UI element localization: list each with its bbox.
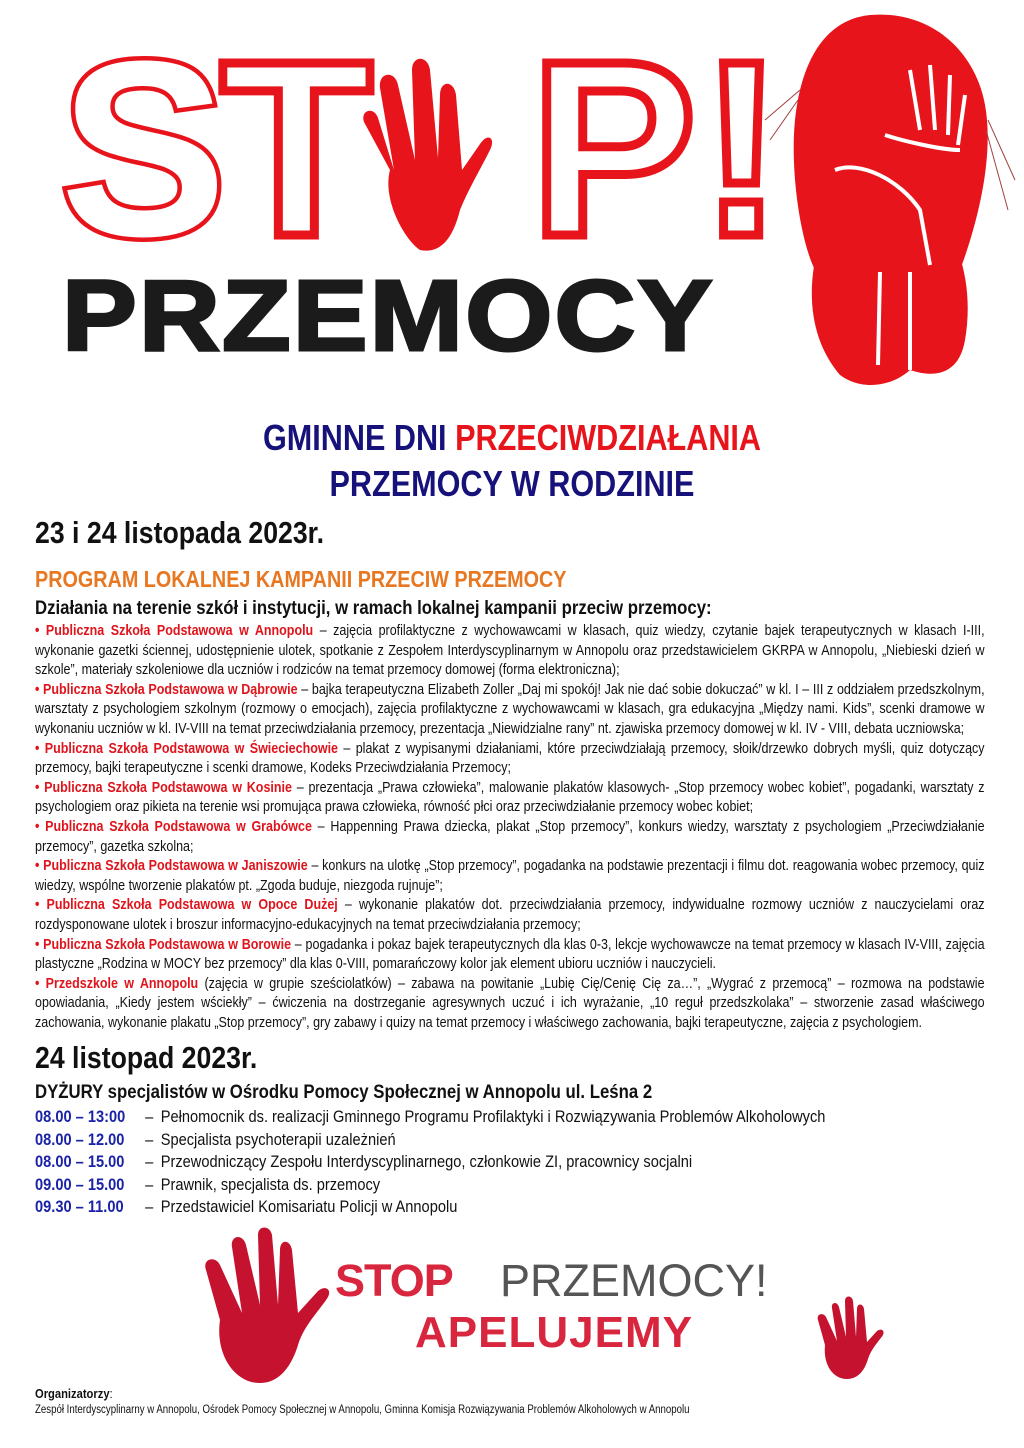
stop-przemocy-banner — [0, 1225, 1024, 1385]
separator-dash: – — [145, 1129, 154, 1149]
activity-description: – plakat z wypisanymi działaniami, które przeciwdziałają przemocy, słoik/drzewko dobrych myśli, quiz dotyczący przemocy, bajki terapeutyczne i scenki dramowe, Kodeks Przeciwdziałania Przemocy; — [35, 740, 985, 777]
banner-przemocy-text: PRZEMOCY! — [500, 1255, 768, 1306]
activity-description: – pogadanka i pokaz bajek terapeutycznych dla klas 0-3, lekcje wychowawcze na temat przemocy w klasach IV-VIII, zajęcia plastyczne „Rodzina w MOCY bez przemocy” dla klas 0-VIII, pomarańczowy kolor jak element ubioru uczniów i nauczycieli. — [35, 936, 985, 973]
bullet: • — [35, 818, 40, 835]
bullet: • — [35, 623, 40, 639]
activity-description: – bajka terapeutyczna Elizabeth Zoller „Daj mi spokój! Jak nie dać sobie dokuczać” w kl. I – III z oddziałem przedszkolnym, warsztaty z psychologiem szkolnym (rozmowy o emocjach), zajęcia profilaktyczne z wychowawcami w klasach, gra edukacyjna „Między nami. Kids”, scenki dramowe w wykonaniu uczniów w kl. IV-VIII na temat przeciwdziałania przemocy, prezentacja „Niewidzialne rany” nt. zjawiska przemocy domowej w kl. IV - VIII, debata uczniowska; — [35, 681, 985, 737]
time-range: 09.00 – 15.00 — [35, 1174, 125, 1194]
activity-description: (zajęcia w grupie sześciolatków) – zabawa na powitanie „Lubię Cię/Cenię Cię za…”, „Wygrać z przemocą” – rozmowa na podstawie opowiadania, „Kiedy jestem wściekły” – ćwiczenia na dostrzeganie agresywnych uczuć i ich wyrażanie, „10 reguł przedszkolaka” – stworzenie zasad właściwego zachowania, wykonanie plakatu „Stop przemocy”, gry zabawy i quizy na temat przemocy i właściwego zachowania, bajki terapeutyczne, zajęcia z psychologiem. — [35, 975, 985, 1031]
headline-line-2: PRZEMOCY W RODZINIE — [329, 463, 695, 504]
activity-item — [35, 779, 985, 818]
duty-title: DYŻURY specjalistów w Ośrodku Pomocy Społecznej w Annopolu ul. Leśna 2 — [35, 1081, 653, 1103]
przemocy-heading: PRZEMOCY — [62, 260, 715, 372]
time-range: 08.00 – 12.00 — [35, 1129, 125, 1149]
activity-description: – konkurs na ulotkę „Stop przemocy”, pogadanka na podstawie prezentacji i filmu dot. reagowania wobec przemocy, quiz wiedzy, wspólne tworzenie plakatów pt. „Zgoda buduje, niezgoda rujnuje”; — [35, 858, 985, 894]
schedule-row — [35, 1196, 825, 1219]
institution-name: Publiczna Szkoła Podstawowa w Dąbrowie — [43, 681, 298, 698]
bullet: • — [35, 936, 40, 953]
institution-name: Publiczna Szkoła Podstawowa w Opoce Dużej — [46, 897, 338, 914]
red-handprint-icon — [363, 59, 492, 251]
bullet: • — [35, 681, 40, 698]
headline-line-1 — [77, 415, 947, 461]
specialist-role: Prawnik, specjalista ds. przemocy — [160, 1174, 381, 1194]
activity-item — [35, 818, 985, 857]
schedule-row — [35, 1151, 825, 1174]
activity-item — [35, 975, 985, 1034]
bullet: • — [35, 740, 40, 757]
stop-letter-s: S — [60, 9, 227, 288]
institution-name: Publiczna Szkoła Podstawowa w Świeciechowie — [44, 740, 339, 757]
bullet: • — [35, 897, 40, 914]
duty-date: 24 listopad 2023r. — [35, 1040, 258, 1075]
separator-dash: – — [145, 1107, 154, 1126]
bullet: • — [35, 858, 40, 875]
activity-description: – wykonanie plakatów dot. przeciwdziałania przemocy, indywidualne rozmowy uczniów z nauczycielami oraz rozdysponowane ulotek i broszur informacyjno-edukacyjnych na temat przeciwdziałania przemocy; — [35, 897, 985, 933]
time-range: 09.30 – 11.00 — [35, 1197, 124, 1217]
schedule-row — [35, 1174, 825, 1197]
activity-item — [35, 681, 985, 740]
stop-wordmark — [60, 9, 784, 288]
program-title: PROGRAM LOKALNEJ KAMPANII PRZECIW PRZEMOCY — [35, 566, 567, 592]
bloody-handprint-icon — [180, 1225, 330, 1385]
stop-letter-p: P — [530, 9, 697, 288]
program-subtitle: Działania na terenie szkół i instytucji, w ramach lokalnej kampanii przeciw przemocy: — [35, 597, 712, 619]
event-headline — [77, 415, 947, 507]
activity-description: – zajęcia profilaktyczne z wychowawcami w klasach, quiz wiedzy, czytanie bajek terapeutycznych w klasach I-III, wykonanie gazetki ściennej, udostępnienie ulotek, spotkanie z Zespołem Interdyscyplinarnym w Annopolu oraz przedstawicielem GKRPA w Annopolu, „Niebieski dzień w szkole”, materiały szkoleniowe dla uczniów i rodziców na temat przemocy domowej (forma elektroniczna); — [35, 623, 985, 679]
schedule-row — [35, 1106, 825, 1129]
specialist-role: Pełnomocnik ds. realizacji Gminnego Programu Profilaktyki i Rozwiązywania Problemów Alkoholowych — [160, 1107, 826, 1126]
organizers-label — [35, 1386, 113, 1401]
activity-item — [35, 896, 985, 935]
organizers-colon: : — [109, 1386, 113, 1401]
activity-description: – prezentacja „Prawa człowieka”, malowanie plakatów klasowych- „Stop przemocy wobec kobiet”, pogadanki, warsztaty z psychologiem oraz pikieta na terenie wsi promująca prawa człowieka, równość płci oraz przeciwdziałanie przemocy wobec kobiet; — [35, 779, 985, 816]
stop-letter-t: T — [220, 9, 373, 288]
specialist-role: Przewodniczący Zespołu Interdyscyplinarnego, członkowie ZI, pracownicy socjalni — [160, 1152, 693, 1172]
separator-dash: – — [145, 1152, 154, 1172]
organizers-label-text: Organizatorzy — [35, 1386, 110, 1401]
duty-schedule — [35, 1106, 825, 1219]
separator-dash: – — [145, 1197, 154, 1217]
activity-item — [35, 936, 985, 975]
time-range: 08.00 – 15.00 — [35, 1152, 125, 1172]
activity-item — [35, 740, 985, 779]
organizers-list: Zespół Interdyscyplinarny w Annopolu, Ośrodek Pomocy Społecznej w Annopolu, Gminna Komisja Rozwiązywania Problemów Alkoholowych w Annopolu — [35, 1404, 690, 1416]
institution-name: Przedszkole w Annopolu — [45, 975, 199, 992]
activity-item — [35, 622, 985, 681]
bullet: • — [35, 779, 40, 796]
campaign-dates: 23 i 24 listopada 2023r. — [35, 515, 325, 550]
schedule-row — [35, 1129, 825, 1152]
bullet: • — [35, 975, 40, 992]
specialist-role: Przedstawiciel Komisariatu Policji w Annopolu — [160, 1197, 458, 1217]
time-range: 08.00 – 13:00 — [35, 1107, 126, 1126]
activity-item — [35, 857, 985, 896]
separator-dash: – — [145, 1174, 154, 1194]
stop-exclamation: ! — [700, 9, 784, 288]
specialist-role: Specjalista psychoterapii uzależnień — [160, 1129, 396, 1149]
institution-name: Publiczna Szkoła Podstawowa w Annopolu — [45, 623, 314, 639]
headline-gminne-dni: GMINNE DNI — [262, 417, 456, 458]
headline-przeciwdzialania: PRZECIWDZIAŁANIA — [455, 417, 762, 458]
institution-name: Publiczna Szkoła Podstawowa w Kosinie — [44, 779, 292, 796]
banner-stop-text: STOP — [335, 1255, 453, 1306]
activity-description: – Happenning Prawa dziecka, plakat „Stop przemocy”, konkurs wiedzy, warsztaty z psychologiem „Przeciwdziałanie przemocy”, gazetka szkolna; — [35, 818, 985, 855]
institution-name: Publiczna Szkoła Podstawowa w Grabówce — [45, 818, 312, 835]
crouching-woman-icon — [760, 10, 1020, 390]
small-handprint-icon — [805, 1295, 885, 1380]
institution-name: Publiczna Szkoła Podstawowa w Janiszowie — [43, 858, 308, 875]
institution-name: Publiczna Szkoła Podstawowa w Borowie — [43, 936, 292, 953]
stop-przemocy-logo — [0, 0, 1024, 400]
activities-list — [35, 622, 985, 1033]
banner-apelujemy-text: APELUJEMY — [415, 1308, 693, 1357]
